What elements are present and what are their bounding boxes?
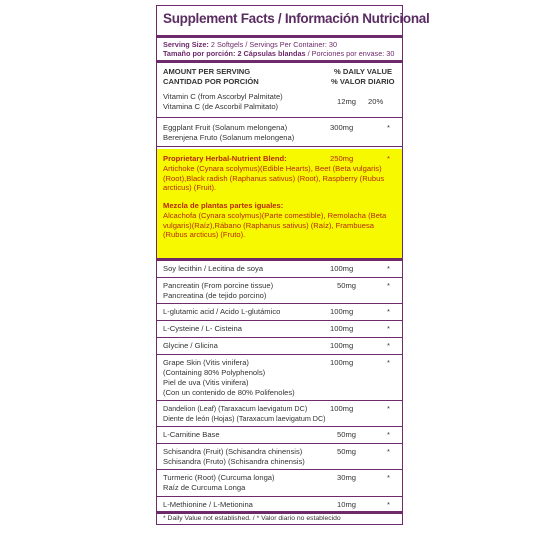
daily-value-footnote: * Daily Value not established. / * Valor diario no establecido [163, 515, 341, 522]
nutrient-row [157, 427, 402, 444]
nutrient-name: Soy lecithin / Lecitina de soya [163, 264, 264, 273]
amount-header-es: CANTIDAD POR PORCIÓN [163, 77, 259, 86]
nutrient-row [157, 278, 402, 304]
panel-title: Supplement Facts / Información Nutricional [163, 11, 430, 26]
nutrient-row [157, 304, 402, 321]
blend-ingredients-en: Artichoke (Cynara scolymus)(Edible Hearts), Beet (Beta vulgaris)(Root),Black radish (Raphanus sativus) (Root), Raspberry (Rubus arcticus) (Fruit). [163, 164, 385, 193]
serving-size-value: 2 Softgels / Servings Per Container: 30 [210, 40, 338, 49]
nutrient-dv: * [387, 341, 390, 350]
nutrient-dv: * [387, 473, 390, 482]
blend-ingredients-es: Alcachofa (Cynara scolymus)(Parte comestible), Remolacha (Beta vulgaris)(Raíz),Rábano (Raphanus sativus) (Raíz), Frambuesa (Rubus arcticus) (Fruto). [163, 211, 387, 240]
nutrient-amount: 300mg [330, 123, 354, 132]
nutrient-name-es: Berenjena Fruto (Solanum melongena) [163, 133, 295, 142]
nutrient-row [157, 261, 402, 278]
nutrient-row [157, 118, 402, 147]
dv-header-en: % DAILY VALUE [334, 67, 393, 76]
nutrient-dv: * [387, 264, 390, 273]
blend-dv: * [387, 154, 390, 163]
nutrient-name: Dandelion (Leaf) (Taraxacum laevigatum DC) [163, 404, 308, 413]
nutrient-name: Schisandra (Fruit) (Schisandra chinensis) [163, 447, 303, 456]
nutrient-amount: 100mg [330, 341, 354, 350]
supplement-facts-panel [156, 5, 430, 525]
nutrient-name: Turmeric (Root) (Curcuma longa) [163, 473, 275, 482]
serving-size-value-es: / Porciones por envase: 30 [307, 49, 395, 58]
nutrient-amount: 50mg [337, 430, 356, 439]
nutrient-amount: 12mg [337, 97, 356, 106]
dv-header-es: % VALOR DIARIO [331, 77, 395, 86]
nutrient-dv: * [387, 500, 390, 509]
nutrient-name-line2: (Containing 80% Polyphenols) [163, 368, 266, 377]
nutrient-amount: 100mg [330, 358, 354, 367]
nutrient-dv: * [387, 123, 390, 132]
blend-amount: 250mg [330, 154, 354, 163]
nutrient-name-es: Raíz de Curcuma Longa [163, 483, 246, 492]
proprietary-blend [157, 149, 402, 258]
serving-size-es [163, 49, 394, 58]
nutrient-row [157, 401, 402, 427]
nutrient-name-es: Diente de león (Hojas) (Taraxacum laevigatum DC) [163, 414, 326, 423]
nutrient-dv: * [387, 430, 390, 439]
amount-header-en: AMOUNT PER SERVING [163, 67, 251, 76]
nutrient-name-es-line2: (Con un contenido de 80% Polifenoles) [163, 388, 295, 397]
nutrient-dv: * [387, 447, 390, 456]
nutrient-name: Grape Skin (Vitis vinifera) [163, 358, 249, 367]
nutrient-name-es: Piel de uva (Vitis vinifera) [163, 378, 249, 387]
nutrient-name-es: Pancreatina (de tejido porcino) [163, 291, 267, 300]
nutrient-row [157, 470, 402, 497]
nutrient-name-es: Schisandra (Fruto) (Schisandra chinensis) [163, 457, 305, 466]
serving-size-label-es: Tamaño por porción: 2 Cápsulas blandas [163, 49, 306, 58]
serving-divider [157, 60, 402, 63]
nutrient-row [157, 355, 402, 401]
blend-title-en: Proprietary Herbal-Nutrient Blend: [163, 154, 287, 163]
nutrient-row [157, 88, 402, 118]
nutrient-row [157, 497, 402, 514]
nutrient-row [157, 444, 402, 470]
nutrient-dv: * [387, 281, 390, 290]
nutrient-dv: 20% [368, 97, 384, 106]
nutrient-dv: * [387, 404, 390, 413]
nutrient-amount: 50mg [337, 447, 356, 456]
nutrient-name-es: Vitamina C (de Ascorbil Palmitato) [163, 102, 279, 111]
serving-size-label: Serving Size: [163, 40, 209, 49]
nutrient-amount: 30mg [337, 473, 356, 482]
nutrient-dv: * [387, 358, 390, 367]
nutrient-amount: 100mg [330, 307, 354, 316]
nutrient-name: L-Carnitine Base [163, 430, 220, 439]
nutrient-amount: 10mg [337, 500, 356, 509]
nutrient-name: Eggplant Fruit (Solanum melongena) [163, 123, 288, 132]
nutrient-row [157, 338, 402, 355]
nutrient-name: Glycine / Glicina [163, 341, 218, 350]
nutrient-name: L-Cysteine / L- Cisteina [163, 324, 242, 333]
nutrient-name: L-Methionine / L-Metionina [163, 500, 253, 509]
nutrient-name: Pancreatin (From porcine tissue) [163, 281, 274, 290]
nutrient-name: L-glutamic acid / Acido L-glutámico [163, 307, 281, 316]
title-divider [157, 35, 402, 38]
nutrient-amount: 100mg [330, 404, 354, 413]
nutrient-name: Vitamin C (from Ascorbyl Palmitate) [163, 92, 283, 101]
blend-title-es: Mezcla de plantas partes iguales: [163, 201, 284, 210]
nutrient-amount: 100mg [330, 324, 354, 333]
nutrient-amount: 50mg [337, 281, 356, 290]
nutrient-amount: 100mg [330, 264, 354, 273]
nutrient-dv: * [387, 307, 390, 316]
nutrient-dv: * [387, 324, 390, 333]
serving-size-en [163, 40, 337, 49]
nutrient-row [157, 321, 402, 338]
